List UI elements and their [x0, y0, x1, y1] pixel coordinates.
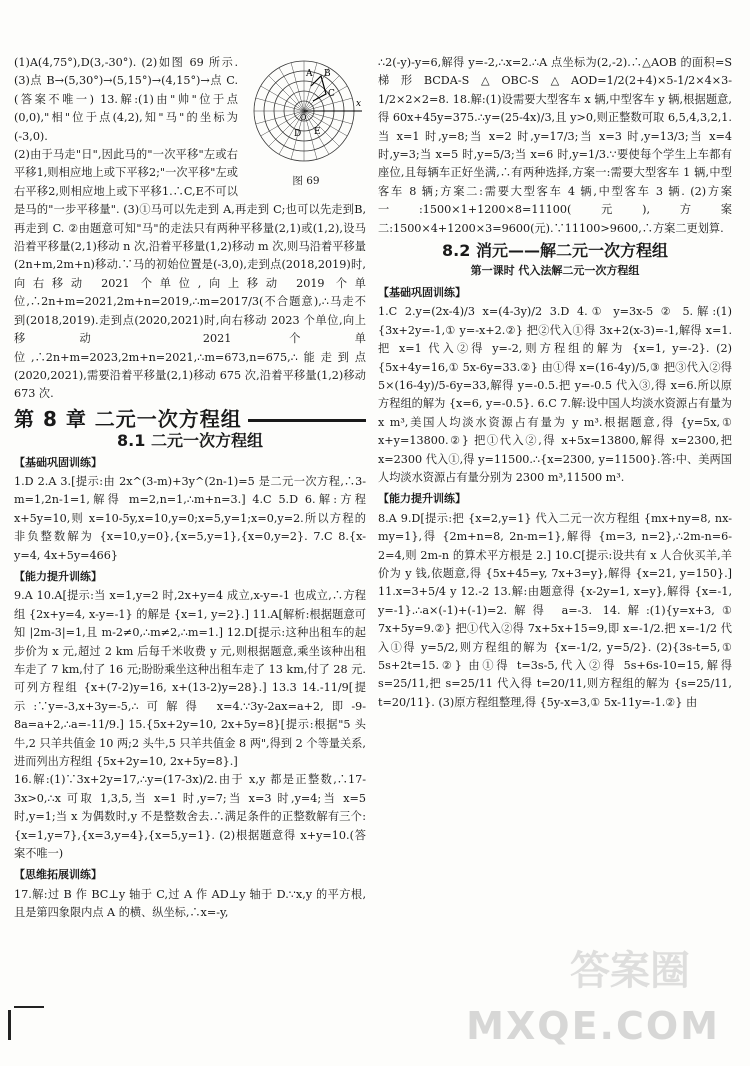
- watermark-logo: 答案圈: [570, 948, 690, 994]
- left-intro-1: (1)A(4,75°),D(3,-30°). (2)如图 69 所示. (3)点 B→(5,30°)→(5,15°)→(4,15°)→点 C.(答案不唯一) 13.解:(1)由"帅"位于点(0,0),"相"位于点(4,2),知"马"的坐标为(-3,0).: [14, 56, 238, 143]
- polar-figure: [246, 56, 366, 191]
- right-top-text: ∴2(-y)-y=6,解得 y=-2,∴x=2.∴A 点坐标为(2,-2).∴△AOB 的面积=S梯形BCDA-S△OBC-S△AOD=1/2(2+4)×5-1/2×4×3-1/2×2×2=8. 18.解:(1)设需要大型客车 x 辆,中型客车 y 辆,根据题意,得 60x+45y=375.∴y=(25-4x)/3,且 y>0,则正整数可取 6,5,4,3,2,1.当 x=1 时,y=8;当 x=2 时,y=17/3;当 x=3 时,y=13/3;当 x=4 时,y=3;当 x=5 时,y=5/3;当 x=6 时,y=1/3.∵要使每个学生上车都有座位,且每辆车正好坐满,∴有两种选择,方案一:需要大型客车 1 辆,中型客车 8 辆;方案二:需要大型客车 4 辆,中型客车 3 辆. (2)方案一:1500×1+1200×8=11100(元),方案二:1500×4+1200×3=9600(元).∵11100>9600,∴方案二更划算.: [378, 56, 732, 235]
- right-column: [378, 54, 732, 712]
- left-basic-answers: 1.D 2.A 3.[提示:由 2x^(3-m)+3y^(2n-1)=5 是二元一次方程,∴3-m=1,2n-1=1,解得 m=2,n=1,∴m+n=3.] 4.C 5.D 6.解:方程 x+5y=10,则 x=10-5y,x=10,y=0;x=5,y=1;x=0,y=2.所以方程的非负整数解为 {x=10,y=0},{x=5,y=1},{x=0,y=2}. 7.C 8.{x-y=4, 4x+5y=466}: [14, 474, 366, 562]
- left-think-answers: 17.解:过 B 作 BC⊥y 轴于 C,过 A 作 AD⊥y 轴于 D.∵x,y 的平方根,且是第四象限内点 A 的横、纵坐标,∴x=-y,: [14, 887, 366, 920]
- left-ability-label: 【能力提升训练】: [14, 569, 102, 583]
- figure-label-a: A: [306, 69, 313, 79]
- figure-label-x: x: [356, 99, 362, 109]
- figure-caption: 图 69: [292, 175, 320, 188]
- left-basic-label: 【基础巩固训练】: [14, 455, 102, 469]
- polar-grid-diagram: [246, 56, 366, 166]
- bottom-rule: [14, 1006, 44, 1008]
- section-8-2-title: 8.2 消元——解二元一次方程组: [442, 241, 668, 261]
- figure-label-d: D: [294, 129, 302, 139]
- right-basic-label: 【基础巩固训练】: [378, 285, 466, 299]
- page-corner-mark: [8, 1010, 11, 1040]
- right-ability-label: 【能力提升训练】: [378, 492, 466, 506]
- polar-ray: [269, 76, 304, 111]
- figure-label-o: O: [300, 113, 307, 122]
- left-q16: 16.解:(1)∵3x+2y=17,∴y=(17-3x)/2.由于 x,y 都是正整数,∴17-3x>0,∴x 可取 1,3,5,当 x=1 时,y=7;当 x=3 时,y=4;当 x=5 时,y=1;当 x 为偶数时,y 不是整数舍去.∴满足条件的正整数解有三个:{x=1,y=7},{x=3,y=4},{x=5,y=1}. (2)根据题意得 x+y=10.(答案不唯一): [14, 773, 366, 861]
- right-ability-answers: 8.A 9.D[提示:把 {x=2,y=1} 代入二元一次方程组 {mx+ny=8, nx-my=1},得 {2m+n=8, 2n-m=1},解得 {m=3, n=2},∴2m-n=6-2=4,则 2m-n 的算术平方根是 2.] 10.C[提示:设共有 x 人合伙买羊,羊价为 y 钱,依题意,得 {5x+45=y, 7x+3=y},解得 {x=21, y=150}.] 11.x=3+5/4 y 12.-2 13.解:由题意得 {x-2y=1, x=y},解得 {x=-1, y=-1}.∴a×(-1)+(-1)=2.解得 a=-3. 14.解:(1){y=x+3,① 7x+5y=9.②} 把①代入②得 7x+5x+15=9,即 x=-1/2.把 x=-1/2 代入①得 y=5/2,则方程组的解为 {x=-1/2, y=5/2}. (2){3s-t=5,① 5s+2t=15.②} 由①得 t=3s-5,代入②得 5s+6s-10=15,解得 s=25/11,把 s=25/11 代入得 t=20/11,则方程组的解为 {s=25/11, t=20/11}. (3)原方程组整理,得 {5y-x=3,① 5x-11y=-1.②} 由: [378, 511, 732, 709]
- section-8-1-title: 8.1 二元一次方程组: [117, 431, 263, 451]
- figure-label-c: C: [328, 89, 335, 99]
- left-ability-answers: 9.A 10.A[提示:当 x=1,y=2 时,2x+y=4 成立,x-y=-1 也成立,∴方程组 {2x+y=4, x-y=-1} 的解是 {x=1, y=2}.] 11.A[解析:根据题意可知 |2m-3|=1,且 m-2≠0,∴m≠2,∴m=1.] 12.D[提示:这种出租车的起步价为 x 元,超过 2 km 后每千米收费 y 元,则根据题意,乘坐该种出租车走了 7 km,付了 16 元;盼盼乘坐这种出租车走了 13 km,付了 28 元.可列方程组 {x+(7-2)y=16, x+(13-2)y=28}.] 13.3 14.-11/9[提示:∵y=-3,x+3y=-5,∴可解得 x=4.∵3y-2ax=a+2,即-9-8a=a+2,∴a=-11/9.] 15.{5x+2y=10, 2x+5y=8}[提示:根据"5 头牛,2 只羊共值金 10 两;2 头牛,5 只羊共值金 8 两",得到 2 个等量关系,进而列出方程组 {5x+2y=10, 2x+5y=8}.]: [14, 589, 366, 769]
- left-column: [14, 54, 366, 923]
- watermark-url: MXQE.COM: [466, 1004, 720, 1048]
- left-think-label: 【思维拓展训练】: [14, 868, 102, 882]
- lesson-title: 第一课时 代入法解二元一次方程组: [470, 264, 640, 278]
- figure-label-b: B: [324, 69, 331, 79]
- polar-ray: [304, 111, 339, 146]
- chapter-title: 第 8 章 二元一次方程组: [14, 410, 366, 428]
- left-intro-2: (2)由于马走"日",因此马的"一次平移"左或右平移1,则相应地上或下平移2;"一次平移"左或右平移2,则相应地上或下平移1.∴C,E不可以是马的"一步平移量". (3)①马可以先走到 A,再走到 C;也可以先走到B,再走到 C. ②由题意可知"马"的走法只有两种平移量(2,1)或(1,2),设马沿着平移量(2,1)移动 n 次,沿着平移量(1,2)移动 m 次,则马沿着平移量(2n+m,2m+n)移动.∵马的初始位置是(-3,0),走到点(2018,2019)时,向右移动 2021 个单位,向上移动 2019 个单位,∴2n+m=2021,2m+n=2019,∴m=2017/3(不合题意),∴马走不到(2018,2019).走到点(2020,2021)时,向右移动 2023 个单位,向上移动 2021 个单位,∴2n+m=2023,2m+n=2021,∴m=673,n=675,∴能走到点(2020,2021),需要沿着平移量(2,1)移动 675 次,沿着平移量(1,2)移动 673 次.: [14, 148, 366, 401]
- figure-label-e: E: [314, 127, 321, 137]
- right-basic-answers: 1.C 2.y=(2x-4)/3 x=(4-3y)/2 3.D 4.① y=3x-5 ② 5.解:(1){3x+2y=-1,① y=-x+2.②} 把②代入①得 3x+2(x-3)=-1,解得 x=1.把 x=1 代入②得 y=-2,则方程组的解为 {x=1, y=-2}. (2){5x+4y=16,① 5x-6y=33.②} 由①得 x=(16-4y)/5,③ 把③代入②得 5×(16-4y)/5-6y=33,解得 y=-0.5.把 y=-0.5 代入③,得 x=6.所以原方程组的解为 {x=6, y=-0.5}. 6.C 7.解:设中国人均淡水资源占有量为 x m³,美国人均淡水资源占有量为 y m³.根据题意,得 {y=5x,① x+y=13800.②} 把①代入②,得 x+5x=13800,解得 x=2300,把 x=2300 代入①,得 y=11500.∴{x=2300, y=11500}.答:中、美两国人均淡水资源占有量分别为 2300 m³,11500 m³.: [378, 305, 732, 484]
